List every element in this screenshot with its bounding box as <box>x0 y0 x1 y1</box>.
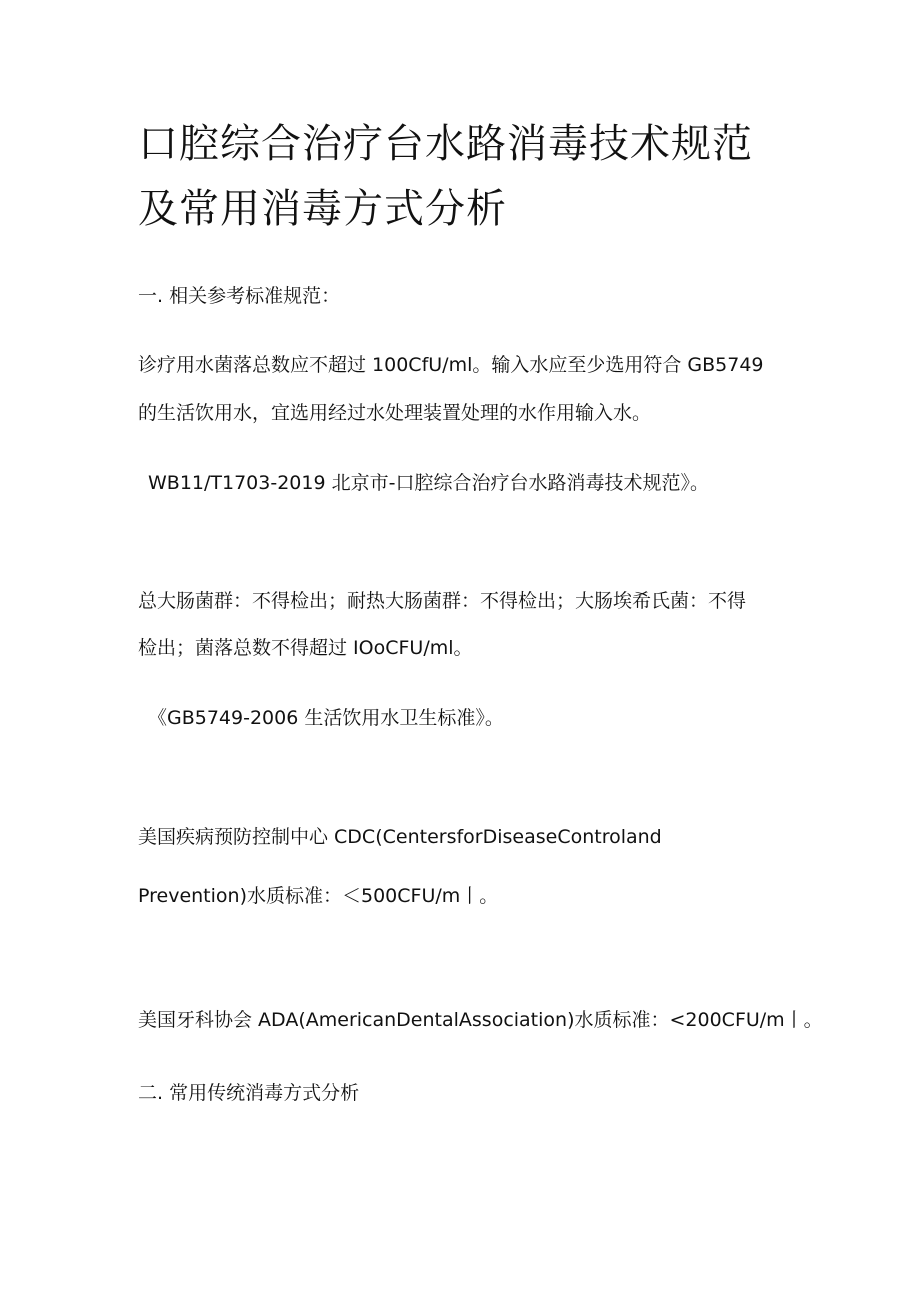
reference-1: WB11/T1703-2019 北京市-口腔综合治疗台水路消毒技术规范》。 <box>148 472 709 494</box>
paragraph-2-line-2: 检出；菌落总数不得超过 IOoCFU/ml。 <box>138 637 473 659</box>
paragraph-1-line-1: 诊疗用水菌落总数应不超过 100CfU/ml。输入水应至少选用符合 GB5749 <box>138 354 764 376</box>
reference-2: 《GB5749-2006 生活饮用水卫生标准》。 <box>148 707 504 729</box>
paragraph-2-line-1: 总大肠菌群：不得检出；耐热大肠菌群：不得检出；大肠埃希氏菌：不得 <box>138 590 747 612</box>
title-line-2: 及常用消毒方式分析 <box>138 186 507 232</box>
section-1-heading: 一. 相关参考标准规范： <box>138 285 341 307</box>
cdc-standard-line-1: 美国疾病预防控制中心 CDC(CentersforDiseaseControland <box>138 826 662 848</box>
paragraph-1-line-2: 的生活饮用水，宜选用经过水处理装置处理的水作用输入水。 <box>138 402 652 424</box>
title-line-1: 口腔综合治疗台水路消毒技术规范 <box>138 121 753 167</box>
section-2-heading: 二. 常用传统消毒方式分析 <box>138 1082 360 1104</box>
cdc-standard-line-2: Prevention)水质标准：＜500CFU/m丨。 <box>138 885 499 907</box>
ada-standard-line: 美国牙科协会 ADA(AmericanDentalAssociation)水质标准：<200CFU/m丨。 <box>138 1009 823 1031</box>
